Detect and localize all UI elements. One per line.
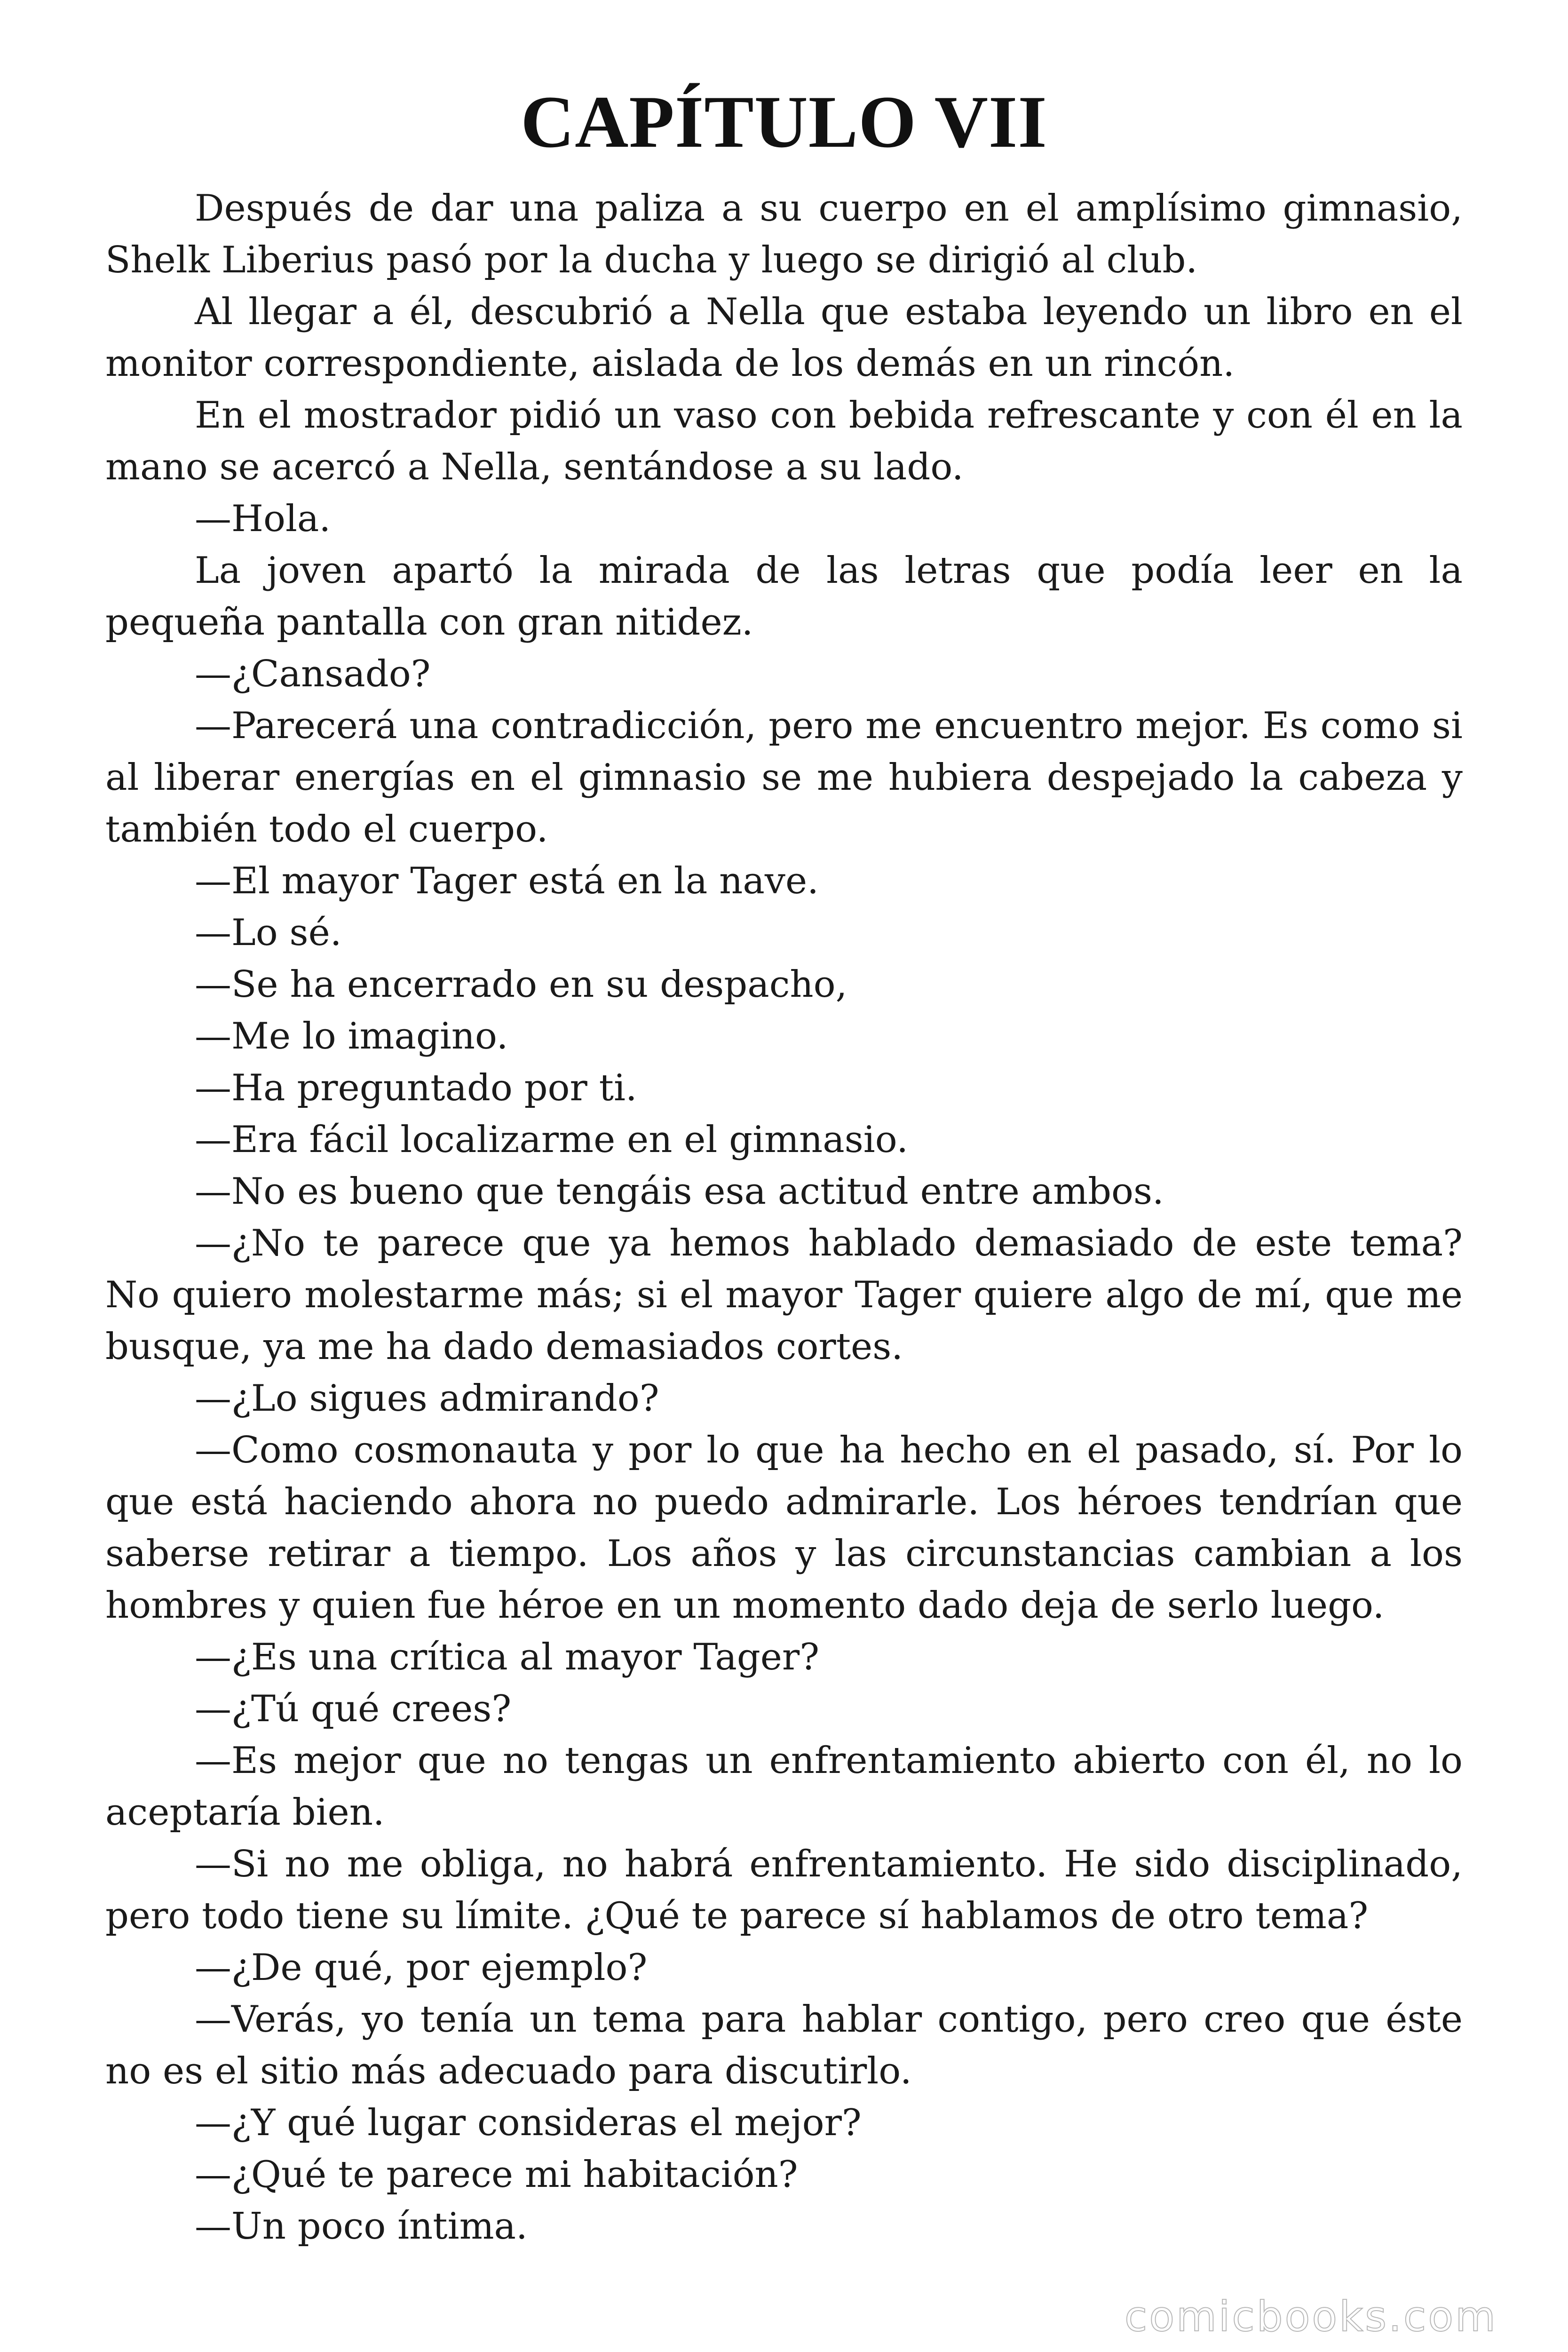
dialogue-line: —Si no me obliga, no habrá enfrentamiento. He sido disciplinado, pero todo tiene su límite. ¿Qué te parece sí hablamos de otro tema? — [105, 1843, 1463, 1937]
dialogue-line: —Lo sé. — [195, 912, 342, 954]
dialogue-line: —Como cosmonauta y por lo que ha hecho en el pasado, sí. Por lo que está haciendo ahora no puedo admirarle. Los héroes tendrían que saberse retirar a tiempo. Los años y las circunstancias cambian a los hombres y quien fue héroe en un momento dado deja de serlo luego. — [105, 1429, 1463, 1627]
dialogue-line: —Me lo imagino. — [195, 1015, 508, 1057]
dialogue-line: —Parecerá una contradicción, pero me encuentro mejor. Es como si al liberar energías en el gimnasio se me hubiera despejado la cabeza y también todo el cuerpo. — [105, 705, 1463, 850]
dialogue-line: —No es bueno que tengáis esa actitud entre ambos. — [195, 1170, 1164, 1213]
chapter-title: CAPÍTULO VII — [521, 81, 1047, 163]
site-watermark: comicbooks.com — [1124, 2292, 1497, 2341]
dialogue-line: —El mayor Tager está en la nave. — [195, 860, 819, 902]
dialogue-line: —¿Lo sigues admirando? — [195, 1377, 659, 1420]
dialogue-line: —¿Y qué lugar consideras el mejor? — [195, 2102, 862, 2144]
paragraph: Después de dar una paliza a su cuerpo en el amplísimo gimnasio, Shelk Liberius pasó por la ducha y luego se dirigió al club. — [105, 187, 1463, 281]
dialogue-line: —Un poco íntima. — [195, 2205, 528, 2248]
dialogue-line: —Verás, yo tenía un tema para hablar contigo, pero creo que éste no es el sitio más adecuado para discutirlo. — [105, 1998, 1463, 2092]
paragraph: Al llegar a él, descubrió a Nella que estaba leyendo un libro en el monitor correspondiente, aislada de los demás en un rincón. — [105, 291, 1463, 385]
dialogue-line: —Era fácil localizarme en el gimnasio. — [195, 1119, 909, 1161]
dialogue-line: —Hola. — [195, 498, 331, 540]
paragraph: En el mostrador pidió un vaso con bebida refrescante y con él en la mano se acercó a Nella, sentándose a su lado. — [105, 394, 1463, 488]
dialogue-line: —Es mejor que no tengas un enfrentamiento abierto con él, no lo aceptaría bien. — [105, 1740, 1463, 1834]
chapter-body — [105, 183, 1463, 2252]
dialogue-line: —¿Cansado? — [195, 653, 431, 695]
dialogue-line: —¿No te parece que ya hemos hablado demasiado de este tema? No quiero molestarme más; si el mayor Tager quiere algo de mí, que me busque, ya me ha dado demasiados cortes. — [105, 1222, 1463, 1368]
dialogue-line: —¿De qué, por ejemplo? — [195, 1947, 648, 1989]
paragraph: La joven apartó la mirada de las letras que podía leer en la pequeña pantalla con gran nitidez. — [105, 549, 1463, 644]
dialogue-line: —Se ha encerrado en su despacho, — [195, 963, 847, 1006]
dialogue-line: —¿Tú qué crees? — [195, 1688, 512, 1730]
dialogue-line: —Ha preguntado por ti. — [195, 1067, 637, 1109]
dialogue-line: —¿Qué te parece mi habitación? — [195, 2153, 798, 2196]
dialogue-line: —¿Es una crítica al mayor Tager? — [195, 1636, 820, 1678]
